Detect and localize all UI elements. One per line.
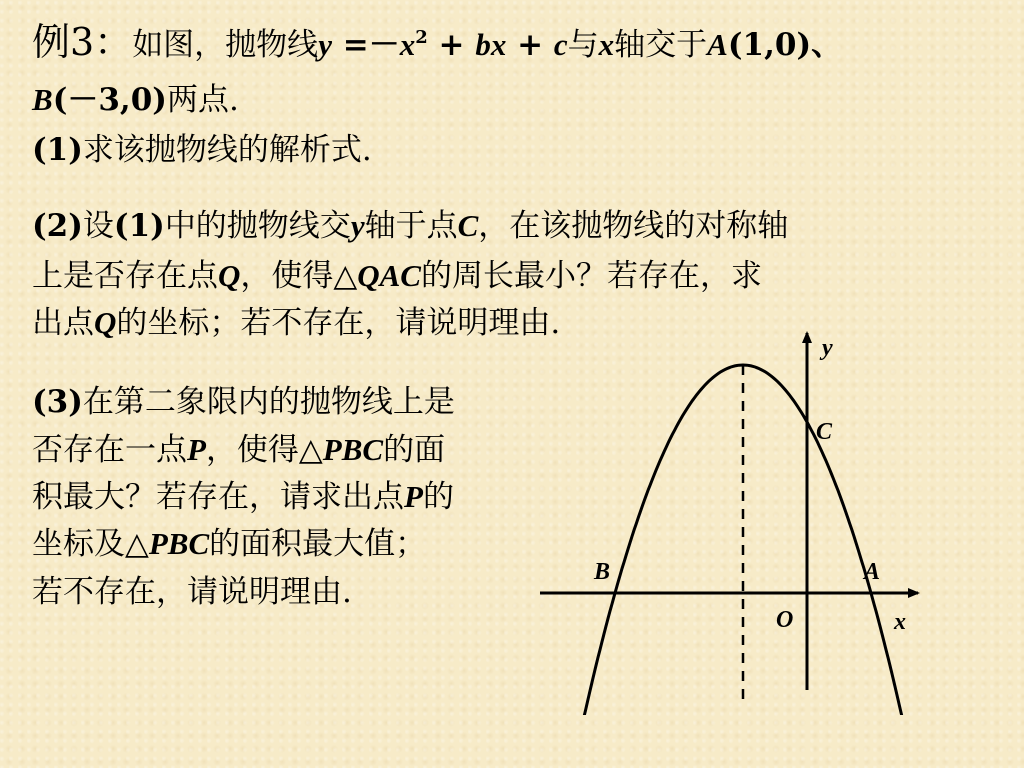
question-2-line-2: 上是否存在点Q，使得△QAC的周长最小？若存在，求 bbox=[32, 258, 762, 294]
x-axis-label: x bbox=[894, 609, 906, 635]
question-3-line-1: (3)在第二象限内的抛物线上是 bbox=[32, 384, 455, 420]
question-3-line-2: 否存在一点P，使得△PBC的面 bbox=[32, 432, 446, 468]
parabola-curve bbox=[541, 365, 930, 715]
problem-line-1: 例3：如图，抛物线$y =-x^2$ + bx + c与x轴交于A(1,0)、 bbox=[32, 20, 843, 64]
question-1: (1)求该抛物线的解析式. bbox=[32, 132, 372, 168]
problem-title: 例3： bbox=[32, 20, 133, 64]
question-2-line-3: 出点Q的坐标；若不存在，请说明理由. bbox=[32, 305, 561, 341]
question-3-line-4: 坐标及△PBC的面积最大值； bbox=[32, 526, 427, 562]
y-axis-label: y bbox=[822, 335, 833, 361]
question-2-line-1: (2)设(1)中的抛物线交y轴于点C，在该抛物线的对称轴 bbox=[32, 208, 789, 244]
point-b-label: B bbox=[594, 559, 611, 585]
problem-line-2: B(－3,0)两点. bbox=[32, 82, 239, 118]
origin-label: O bbox=[776, 607, 794, 633]
point-a-label: A bbox=[864, 559, 881, 585]
question-3-line-3: 积最大？若存在，请求出点P的 bbox=[32, 479, 454, 515]
point-c-label: C bbox=[816, 419, 833, 445]
parabola-graph bbox=[530, 325, 930, 715]
question-3-line-5: 若不存在，请说明理由. bbox=[32, 574, 352, 610]
